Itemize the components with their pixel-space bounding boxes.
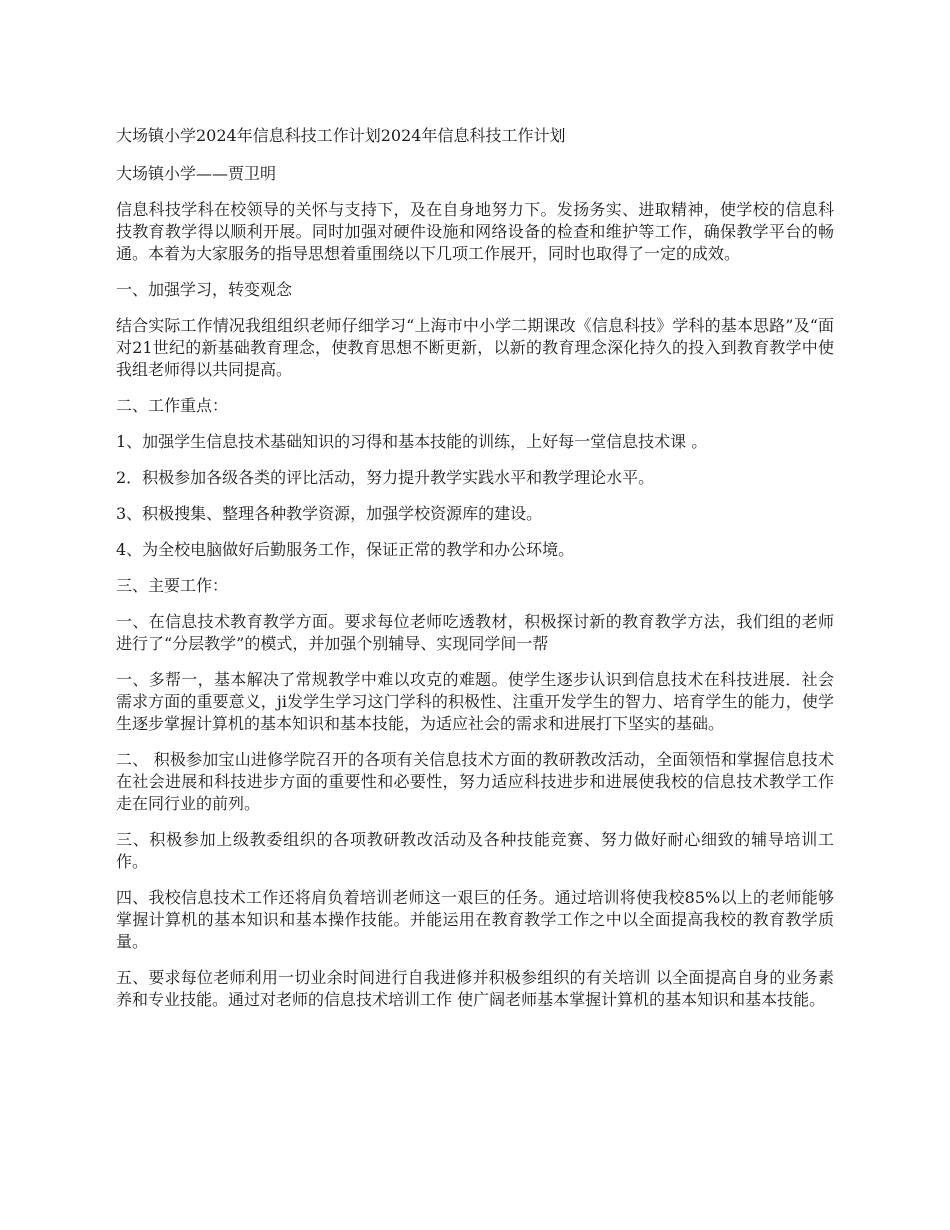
document-page [116,125,834,1025]
work-item-teaching: 一、在信息技术教育教学方面。要求每位老师吃透教材，积极探讨新的教育教学方法，我们组的老师进行了“分层教学”的模式，并加强个别辅导、实现同学间一帮 [116,612,834,653]
work-item-self-study: 五、要求每位老师利用一切业余时间进行自我进修并积极参组织的有关培训 以全面提高自身的业务素养和专业技能。通过对老师的信息技术培训工作 使广阔老师基本掌握计算机的基本知识和基本技能。 [116,968,834,1009]
focus-item-2: 2．积极参加各级各类的评比活动，努力提升教学实践水平和教学理论水平。 [116,468,655,487]
work-item-competition: 三、积极参加上级教委组织的各项教研教改活动及各种技能竞赛、努力做好耐心细致的辅导培训工作。 [116,830,834,871]
work-item-research: 二、 积极参加宝山进修学院召开的各项有关信息技术方面的教研教改活动，全面领悟和掌握信息技术在社会进展和科技进步方面的重要性和必要性，努力适应科技进步和进展使我校的信息技术教学工作走在同行业的前列。 [116,750,834,813]
focus-item-4: 4、为全校电脑做好后勤服务工作，保证正常的教学和办公环境。 [116,540,575,559]
section-heading-2: 二、工作重点： [116,396,229,415]
focus-item-1: 1、加强学生信息技术基础知识的习得和基本技能的训练，上好每一堂信息技术课 。 [116,432,708,451]
section-heading-3: 三、主要工作： [116,576,229,595]
work-item-training: 四、我校信息技术工作还将肩负着培训老师这一艰巨的任务。通过培训将使我校85%以上的老师能够掌握计算机的基本知识和基本操作技能。并能运用在教育教学工作之中以全面提高我校的教育教学质量。 [116,888,834,951]
section-heading-1: 一、加强学习，转变观念 [116,280,293,299]
paragraph-study: 结合实际工作情况我组组织老师仔细学习“上海市中小学二期课改《信息科技》学科的基本思路”及“面对21世纪的新基础教育理念，使教育思想不断更新，以新的教育理念深化持久的投入到教育教学中使我组老师得以共同提高。 [116,316,834,379]
author-line: 大场镇小学——贾卫明 [116,164,277,183]
work-item-help: 一、多帮一，基本解决了常规教学中难以攻克的难题。使学生逐步认识到信息技术在科技进展．社会需求方面的重要意义，ji发学生学习这门学科的积极性、注重开发学生的智力、培育学生的能力，使学生逐步掌握计算机的基本知识和基本技能，为适应社会的需求和进展打下坚实的基础。 [116,670,834,733]
document-title: 大场镇小学2024年信息科技工作计划2024年信息科技工作计划 [116,126,566,145]
focus-item-3: 3、积极搜集、整理各种教学资源，加强学校资源库的建设。 [116,504,543,523]
paragraph-intro: 信息科技学科在校领导的关怀与支持下，及在自身地努力下。发扬务实、进取精神，使学校的信息科技教育教学得以顺利开展。同时加强对硬件设施和网络设备的检查和维护等工作，确保教学平台的畅通。本着为大家服务的指导思想着重围绕以下几项工作展开，同时也取得了一定的成效。 [116,200,834,263]
